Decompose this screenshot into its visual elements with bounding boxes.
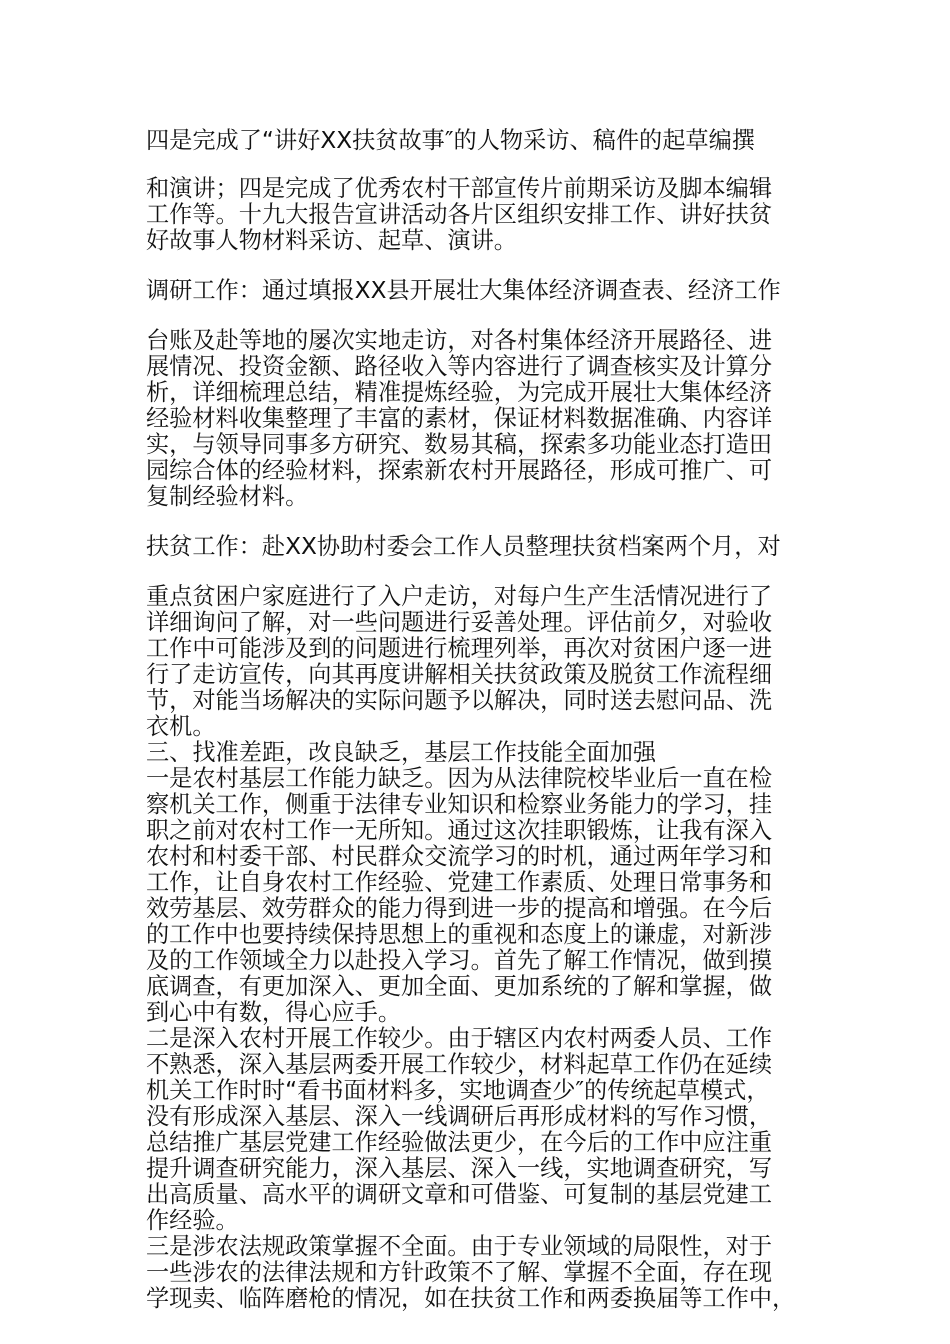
text-line: 实，与领导同事多方研究、数易其稿，探索多功能业态打造田: [146, 431, 773, 458]
text-line: 和演讲；四是完成了优秀农村干部宣传片前期采访及脚本编辑: [146, 175, 773, 202]
text-line: 工作等。十九大报告宣讲活动各片区组织安排工作、讲好扶贫: [146, 201, 773, 228]
text-line: 不熟悉，深入基层两委开展工作较少，材料起草工作仍在延续: [146, 1051, 773, 1078]
text-line: 的工作中也要持续保持思想上的重视和态度上的谦虚，对新涉: [146, 921, 773, 948]
text-line: 学现卖、临阵磨枪的情况，如在扶贫工作和两委换届等工作中，: [146, 1285, 796, 1312]
text-line: 行了走访宣传，向其再度讲解相关扶贫政策及脱贫工作流程细: [146, 661, 773, 688]
text-line: 衣机。: [146, 713, 216, 740]
text-line: 复制经验材料。: [146, 483, 309, 510]
text-line: 节，对能当场解决的实际问题予以解决，同时送去慰问品、洗: [146, 687, 773, 714]
text-line: 经验材料收集整理了丰富的素材，保证材料数据准确、内容详: [146, 405, 773, 432]
text-line: 出高质量、高水平的调研文章和可借鉴、可复制的基层党建工: [146, 1181, 773, 1208]
text-line: 提升调查研究能力，深入基层、深入一线，实地调查研究，写: [146, 1155, 773, 1182]
text-line: 一是农村基层工作能力缺乏。因为从法律院校毕业后一直在检: [146, 765, 773, 792]
section-heading: 三、找准差距，改良缺乏，基层工作技能全面加强: [146, 739, 657, 766]
text-line: 三是涉农法规政策掌握不全面。由于专业领域的局限性，对于: [146, 1233, 773, 1260]
text-line: 一些涉农的法律法规和方针政策不了解、掌握不全面，存在现: [146, 1259, 773, 1286]
text-line: 作经验。: [146, 1207, 239, 1234]
text-line: 展情况、投资金额、路径收入等内容进行了调查核实及计算分: [146, 353, 773, 380]
text-line: 析，详细梳理总结，精准提炼经验，为完成开展壮大集体经济: [146, 379, 773, 406]
text-line: 园综合体的经验材料，探索新农村开展路径，形成可推广、可: [146, 457, 773, 484]
text-line: 调研工作：通过填报XX县开展壮大集体经济调查表、经济工作: [146, 277, 781, 304]
text-line: 效劳基层、效劳群众的能力得到进一步的提高和增强。在今后: [146, 895, 773, 922]
text-line: 到心中有数，得心应手。: [146, 999, 402, 1026]
text-line: 及的工作领域全力以赴投入学习。首先了解工作情况，做到摸: [146, 947, 773, 974]
text-line: 察机关工作，侧重于法律专业知识和检察业务能力的学习，挂: [146, 791, 773, 818]
text-line: 底调查，有更加深入、更加全面、更加系统的了解和掌握，做: [146, 973, 773, 1000]
text-line: 农村和村委干部、村民群众交流学习的时机，通过两年学习和: [146, 843, 773, 870]
text-line: 台账及赴等地的屡次实地走访，对各村集体经济开展路径、进: [146, 327, 773, 354]
text-line: 好故事人物材料采访、起草、演讲。: [146, 227, 517, 254]
text-line: 重点贫困户家庭进行了入户走访，对每户生产生活情况进行了: [146, 583, 773, 610]
text-line: 详细询问了解，对一些问题进行妥善处理。评估前夕，对验收: [146, 609, 773, 636]
text-line: 扶贫工作：赴XX协助村委会工作人员整理扶贫档案两个月，对: [146, 533, 781, 560]
text-line: 没有形成深入基层、深入一线调研后再形成材料的写作习惯，: [146, 1103, 773, 1130]
text-line: 四是完成了“讲好XX扶贫故事″的人物采访、稿件的起草编撰: [146, 127, 755, 154]
text-line: 工作中可能涉及到的问题进行梳理列举，再次对贫困户逐一进: [146, 635, 773, 662]
text-line: 职之前对农村工作一无所知。通过这次挂职锻炼，让我有深入: [146, 817, 773, 844]
text-line: 工作，让自身农村工作经验、党建工作素质、处理日常事务和: [146, 869, 773, 896]
text-line: 总结推广基层党建工作经验做法更少，在今后的工作中应注重: [146, 1129, 773, 1156]
text-line: 机关工作时时“看书面材料多，实地调查少″的传统起草模式，: [146, 1077, 770, 1104]
text-line: 二是深入农村开展工作较少。由于辖区内农村两委人员、工作: [146, 1025, 773, 1052]
document-body: [146, 128, 821, 1312]
